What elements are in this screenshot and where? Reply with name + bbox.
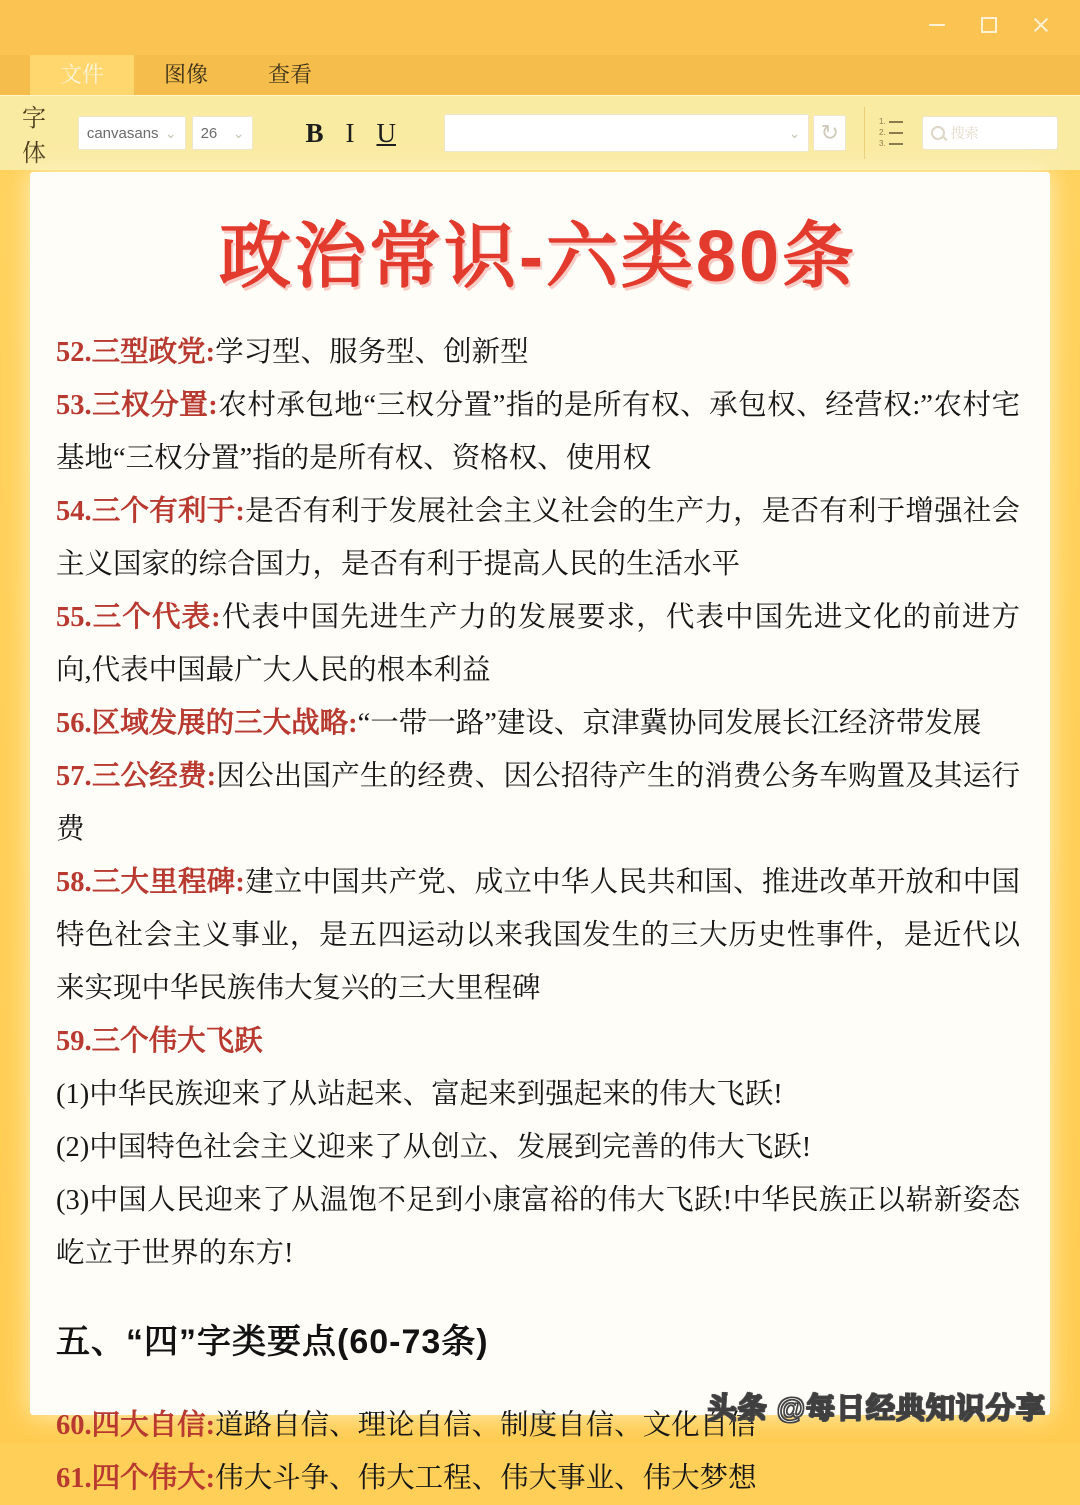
italic-button[interactable]: I [345,117,355,148]
list-num: 3. [878,139,886,148]
item-label: 54.三个有利于: [56,496,245,527]
item-text: 建立中国共产党、成立中华人民共和国、推进改革开放和中国特色社会主义事业，是五四运动以来我国发生的三大历史性事件，是近代以来实现中华民族伟大复兴的三大里程碑 [56,867,1020,1004]
item-text: 伟大斗争、伟大工程、伟大事业、伟大梦想 [215,1463,757,1494]
list-item-58 [56,856,1020,1015]
item-label: 59.三个伟大飞跃 [56,1026,263,1057]
page-title: 政治常识-六类80条 [218,217,858,297]
item-text: 代表中国先进生产力的发展要求，代表中国先进文化的前进方向,代表中国最广大人民的根本利益 [56,602,1020,686]
item-label: 53.三权分置: [56,390,218,421]
menu-item-image[interactable]: 图像 [164,62,209,87]
minimize-icon[interactable] [926,14,948,36]
list-num: 1. [878,117,886,126]
list-item-57 [56,750,1020,856]
item-label: 56.区域发展的三大战略: [56,708,358,739]
item-label: 55.三个代表: [56,602,221,633]
leap-line-2: (2)中国特色社会主义迎来了从创立、发展到完善的伟大飞跃! [56,1132,812,1163]
item-label: 61.四个伟大: [56,1463,216,1494]
item-text: 学习型、服务型、创新型 [215,337,529,368]
chevron-down-icon: ⌄ [164,125,177,141]
leap-line-3: (3)中国人民迎来了从温饱不足到小康富裕的伟大飞跃!中华民族正以崭新姿态屹立于世界的东方! [56,1185,1020,1269]
document-page [30,172,1050,1494]
search-input[interactable] [951,125,1049,141]
font-label: 字体 [22,105,46,167]
bold-button[interactable]: B [305,117,324,148]
list-line [889,132,903,134]
menu-bar [0,55,1080,95]
item-label: 58.三大里程碑: [56,867,245,898]
watermark: 头条 @每日经典知识分享 [707,1393,1046,1425]
menu-item-file[interactable]: 文件 [30,55,134,95]
refresh-icon[interactable]: ↻ [813,115,846,151]
search-icon [931,126,945,140]
item-label: 60.四大自信: [56,1410,216,1441]
list-num: 2. [878,128,886,137]
list-line [889,143,903,145]
chevron-down-icon: ⌄ [788,125,801,141]
window-controls [926,14,1052,36]
font-size-value: 26 [200,124,218,142]
list-item-61 [56,1452,1020,1505]
underline-button[interactable]: U [376,117,396,148]
numbered-list-icon[interactable] [879,118,908,148]
maximize-icon[interactable] [978,14,1000,36]
item-label: 52.三型政党: [56,337,216,368]
chevron-down-icon: ⌄ [232,125,245,141]
font-size-select[interactable] [192,116,254,150]
list-item-53 [56,379,1020,485]
document-canvas [0,170,1080,1494]
item-text: “一带一路”建设、京津冀协同发展长江经济带发展 [357,708,982,739]
menu-item-view[interactable]: 查看 [268,62,313,87]
style-select[interactable] [444,114,809,152]
section-heading: 五、“四”字类要点(60-73条) [56,1323,489,1361]
font-family-select[interactable] [78,116,186,150]
item-text: 道路自信、理论自信、制度自信、文化自信 [215,1410,757,1441]
font-family-value: canvasans [86,124,159,142]
toolbar-divider [864,107,865,159]
list-item-52 [56,326,1020,379]
format-toolbar [0,95,1080,170]
search-box[interactable] [922,116,1058,150]
item-text: 农村承包地“三权分置”指的是所有权、承包权、经营权:”农村宅基地“三权分置”指的是所有权、资格权、使用权 [56,390,1020,474]
item-text: 是否有利于发展社会主义社会的生产力，是否有利于增强社会主义国家的综合国力，是否有利于提高人民的生活水平 [56,496,1020,580]
list-item-54 [56,485,1020,591]
document-body [56,326,1020,1505]
item-label: 57.三公经费: [56,761,217,792]
list-item-56 [56,697,1020,750]
list-item-55 [56,591,1020,697]
list-item-59 [56,1015,1020,1068]
format-buttons [305,118,396,149]
leap-line-1: (1)中华民族迎来了从站起来、富起来到强起来的伟大飞跃! [56,1079,783,1110]
close-icon[interactable] [1030,14,1052,36]
window-titlebar [0,0,1080,55]
item-text: 因公出国产生的经费、因公招待产生的消费公务车购置及其运行费 [56,761,1020,845]
list-line [889,121,903,123]
